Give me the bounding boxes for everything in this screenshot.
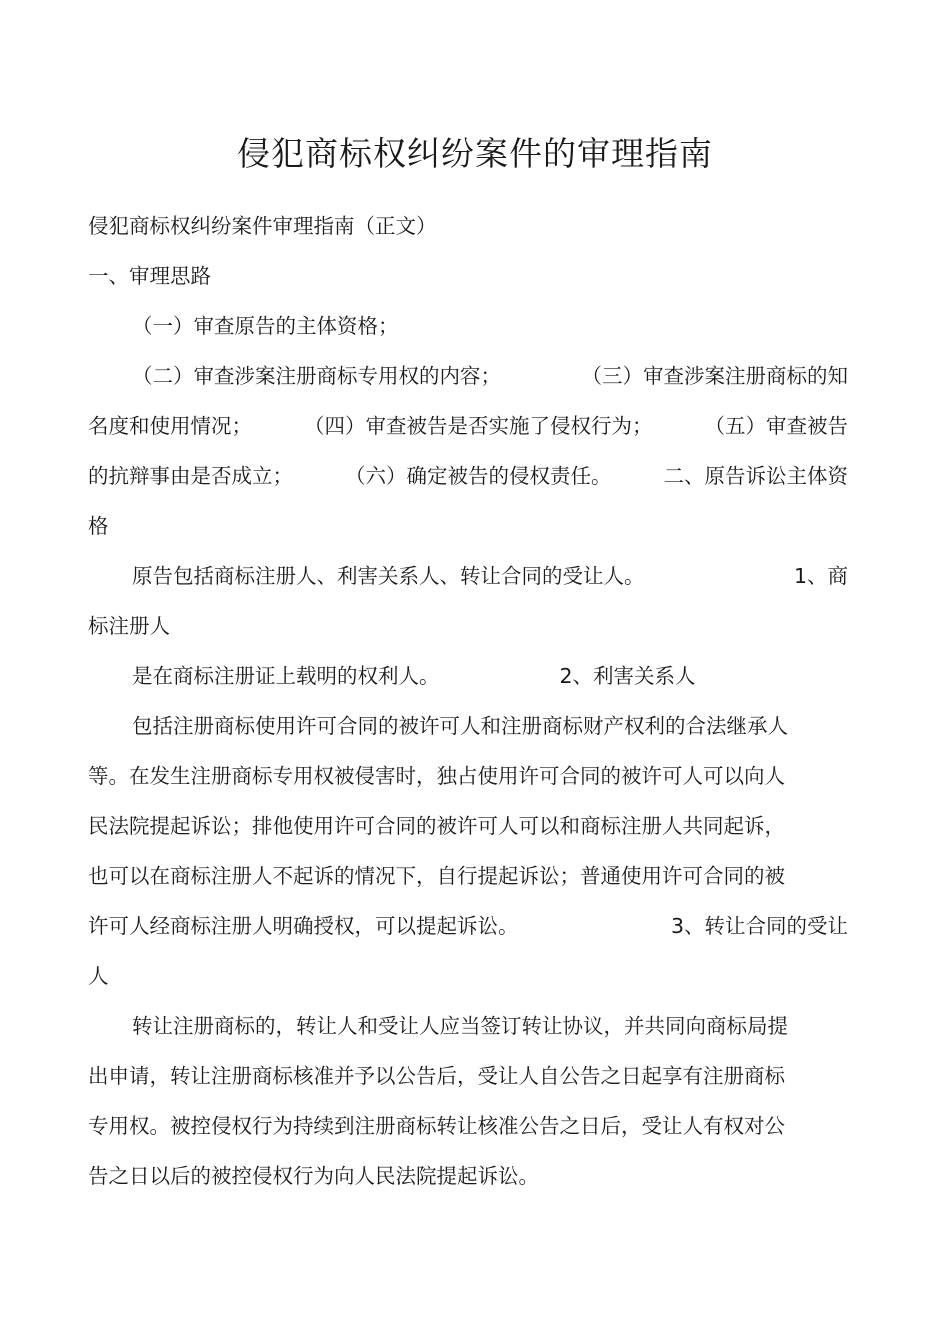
body-line: 标注册人 <box>88 614 170 638</box>
body-text: 许可人经商标注册人明确授权，可以提起诉讼。 <box>88 914 519 938</box>
body-line: 民法院提起诉讼；排他使用许可合同的被许可人可以和商标注册人共同起诉， <box>88 814 785 838</box>
body-text: 的抗辩事由是否成立； <box>88 464 293 488</box>
body-line <box>132 662 696 690</box>
body-text: （三）审查涉案注册商标的知 <box>581 364 848 388</box>
body-line: 转让注册商标的，转让人和受让人应当签订转让协议，并共同向商标局提 <box>132 1014 788 1038</box>
body-line <box>132 362 848 390</box>
section-heading-2: 二、原告诉讼主体资 <box>663 464 848 488</box>
body-line: （一）审查原告的主体资格； <box>132 314 399 338</box>
body-line <box>88 912 848 940</box>
body-line <box>132 562 848 590</box>
body-line: 出申请，转让注册商标核准并予以公告后，受让人自公告之日起享有注册商标 <box>88 1064 785 1088</box>
body-text: 2、利害关系人 <box>559 664 696 688</box>
body-text: 是在商标注册证上载明的权利人。 <box>132 664 440 688</box>
body-line: 包括注册商标使用许可合同的被许可人和注册商标财产权利的合法继承人 <box>132 714 788 738</box>
body-line: 告之日以后的被控侵权行为向人民法院提起诉讼。 <box>88 1164 539 1188</box>
body-line: 也可以在商标注册人不起诉的情况下，自行提起诉讼；普通使用许可合同的被 <box>88 864 785 888</box>
body-text: 3、转让合同的受让 <box>670 914 848 938</box>
body-text: 名度和使用情况； <box>88 414 252 438</box>
document-title: 侵犯商标权纠纷案件的审理指南 <box>237 134 713 173</box>
body-line: 格 <box>88 514 109 538</box>
subtitle-line: 侵犯商标权纠纷案件审理指南（正文） <box>88 214 437 238</box>
body-text: （五）审查被告 <box>704 414 848 438</box>
body-text: （六）确定被告的侵权责任。 <box>345 464 612 488</box>
body-text: （二）审查涉案注册商标专用权的内容； <box>132 364 501 388</box>
body-text: 1、商 <box>793 564 848 588</box>
body-line: 等。在发生注册商标专用权被侵害时，独占使用许可合同的被许可人可以向人 <box>88 764 785 788</box>
section-heading-1: 一、审理思路 <box>88 264 211 288</box>
body-line: 人 <box>88 964 109 988</box>
body-line: 专用权。被控侵权行为持续到注册商标转让核准公告之日后，受让人有权对公 <box>88 1114 785 1138</box>
body-text: （四）审查被告是否实施了侵权行为； <box>304 414 653 438</box>
body-line <box>88 462 848 490</box>
body-line <box>88 412 848 440</box>
body-text: 原告包括商标注册人、利害关系人、转让合同的受让人。 <box>132 564 645 588</box>
